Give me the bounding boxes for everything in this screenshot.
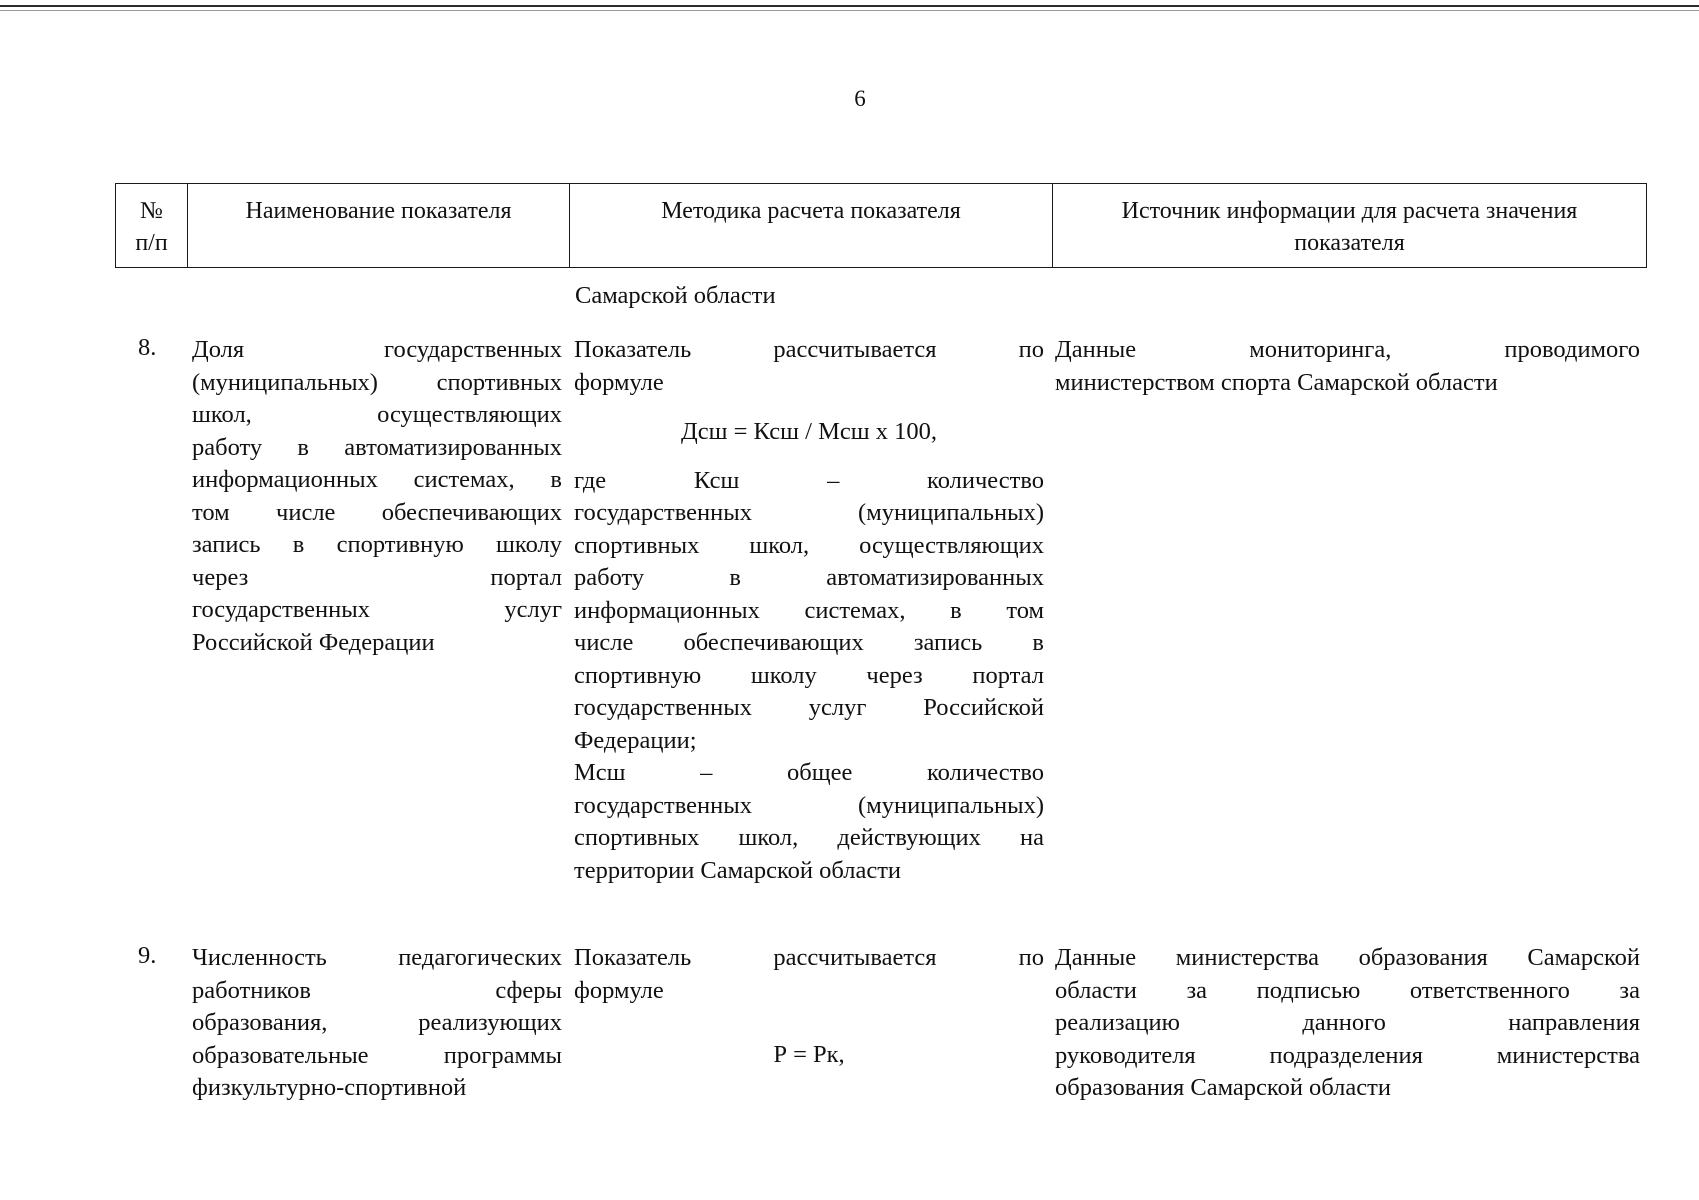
method-line: формуле: [574, 976, 664, 1004]
method-line: спортивных школ, осуществляющих: [574, 531, 1044, 559]
page-number: 6: [854, 86, 866, 111]
method-line: числе обеспечивающих запись в: [574, 629, 1044, 656]
method-line: работу в автоматизированных: [574, 564, 1044, 591]
name-line: образовательные программы: [192, 1041, 562, 1069]
source-line: реализацию данного направления: [1055, 1009, 1640, 1036]
name-line: школ, осуществляющих: [192, 401, 562, 428]
source-line: Данные мониторинга, проводимого: [1055, 336, 1640, 363]
indicator-name: [192, 942, 562, 1105]
name-line: Численность педагогических: [192, 944, 562, 971]
method-line: территории Самарской области: [574, 856, 902, 884]
row-number: 8.: [138, 334, 157, 361]
row-number: 9.: [138, 942, 157, 969]
indicator-name: [192, 334, 562, 659]
continuation-text: Самарской области: [575, 282, 776, 309]
calculation-method: [574, 942, 1044, 1072]
top-border-line: [0, 5, 1699, 7]
top-border-line-secondary: [0, 10, 1699, 11]
name-line: информационных системах, в: [192, 466, 562, 493]
header-cell-source: [1053, 184, 1646, 267]
name-line: образования, реализующих: [192, 1009, 562, 1036]
header-source-line-1: Источник информации для расчета значения: [1121, 198, 1578, 224]
method-line: государственных услуг Российской: [574, 694, 1044, 721]
calculation-method: [574, 334, 1044, 887]
header-cell-method: [570, 184, 1053, 267]
method-line: государственных (муниципальных): [574, 791, 1044, 819]
name-line: работников сферы: [192, 976, 562, 1004]
header-method-label: Методика расчета показателя: [661, 198, 961, 224]
name-line: (муниципальных) спортивных: [192, 368, 562, 396]
information-source: [1055, 334, 1640, 399]
formula: Р = Рк,: [773, 1041, 845, 1068]
name-line: через портал: [192, 563, 562, 591]
method-line: информационных системах, в том: [574, 596, 1044, 624]
information-source: [1055, 942, 1640, 1105]
name-line: физкультурно-спортивной: [192, 1074, 467, 1101]
formula: Дсш = Ксш / Мсш х 100,: [681, 418, 937, 445]
method-line: формуле: [574, 368, 664, 396]
method-line: Федерации;: [574, 726, 697, 754]
method-line: спортивных школ, действующих на: [574, 824, 1044, 851]
name-line: запись в спортивную школу: [192, 531, 562, 558]
header-number-sign: №: [140, 198, 163, 224]
header-number-abbr: п/п: [135, 230, 168, 256]
source-line: министерством спорта Самарской области: [1055, 368, 1498, 396]
name-line: Российской Федерации: [192, 628, 435, 656]
method-line: Показатель рассчитывается по: [574, 336, 1044, 363]
table-header: [115, 183, 1647, 268]
source-line: образования Самарской области: [1055, 1074, 1391, 1101]
source-line: Данные министерства образования Самарской: [1055, 944, 1640, 971]
method-line: спортивную школу через портал: [574, 661, 1044, 689]
source-line: руководителя подразделения министерства: [1055, 1041, 1640, 1069]
method-line: где Ксш – количество: [574, 466, 1044, 494]
method-line: Мсш – общее количество: [574, 759, 1044, 786]
method-line: Показатель рассчитывается по: [574, 944, 1044, 971]
header-cell-number: [116, 184, 188, 267]
name-line: том числе обеспечивающих: [192, 498, 562, 526]
header-cell-name: [188, 184, 570, 267]
header-name-label: Наименование показателя: [245, 198, 512, 224]
method-line: государственных (муниципальных): [574, 499, 1044, 526]
source-line: области за подписью ответственного за: [1055, 976, 1640, 1004]
name-line: государственных услуг: [192, 596, 562, 623]
header-source-line-2: показателя: [1294, 230, 1405, 256]
name-line: работу в автоматизированных: [192, 433, 562, 461]
name-line: Доля государственных: [192, 336, 562, 363]
